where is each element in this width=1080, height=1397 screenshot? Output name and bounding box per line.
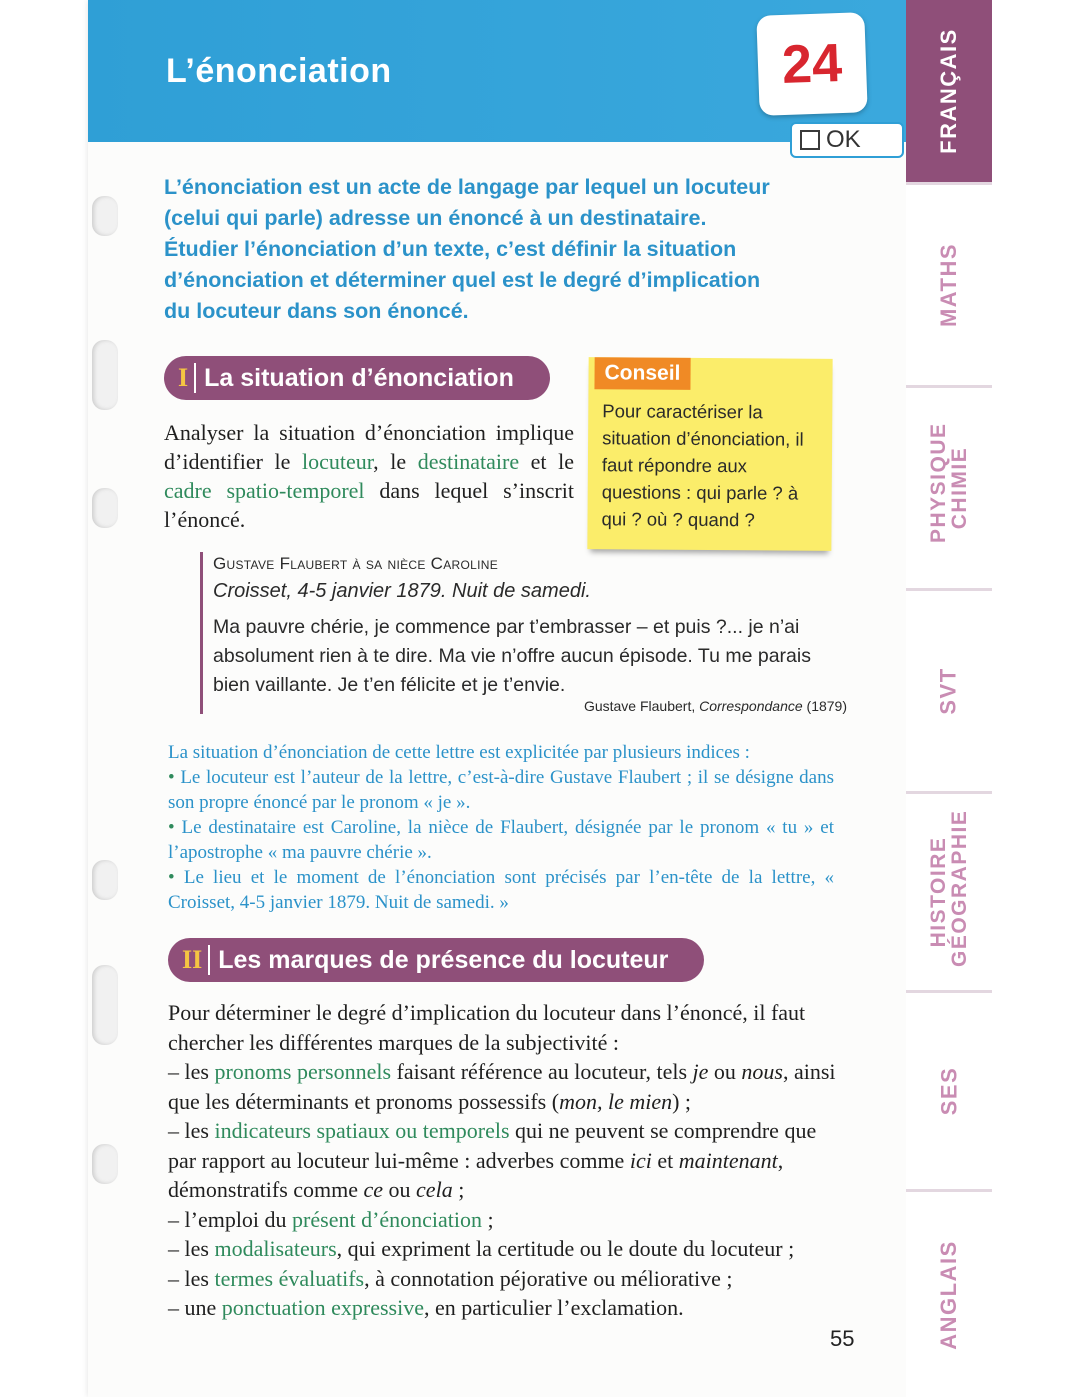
tab-label: ANGLAIS [936, 1239, 961, 1350]
explanation-bullet [168, 815, 834, 865]
keyword: pronoms personnels [214, 1059, 392, 1084]
sheet-number-badge [756, 12, 867, 116]
keyword: présent d’énonciation [292, 1206, 483, 1232]
bullet-text: Le locuteur est l’auteur de la lettre, c’est-à-dire Gustave Flaubert ; il se désigne dans son propre énoncé par le pronom « je ». [168, 767, 834, 813]
conseil-note [587, 357, 832, 551]
text: – les [168, 1265, 215, 1291]
text: ou [383, 1177, 417, 1202]
example: maintenant [678, 1147, 778, 1173]
tab-maths[interactable] [906, 185, 992, 388]
binder-hole [92, 860, 118, 900]
section-heading-2 [168, 938, 704, 982]
binder-hole [92, 1144, 118, 1184]
tab-label: FRANÇAIS [936, 28, 962, 154]
example: ici [629, 1147, 652, 1173]
keyword: indicateurs spatiaux ou temporels [214, 1118, 510, 1143]
intro-line: du locuteur dans son énoncé. [164, 299, 469, 323]
tab-label-text: PHYSIQUE CHIMIE [927, 422, 971, 543]
text: et le [519, 449, 574, 474]
keyword: cadre spatio-temporel [164, 478, 365, 503]
text: ; [482, 1206, 494, 1232]
conseil-text: Pour caractériser la situation d’énonciation, il faut répondre aux questions : qui parle ? à qui ? où ? quand ? [601, 400, 804, 531]
tab-svt[interactable] [906, 591, 992, 794]
section2-paragraph [168, 998, 836, 1323]
letter-heading: Gustave Flaubert à sa nièce Caroline [213, 554, 499, 573]
section-title: Les marques de présence du locuteur [218, 945, 669, 974]
tab-anglais[interactable] [906, 1192, 992, 1397]
intro-paragraph [164, 172, 844, 327]
subject-tabs [906, 0, 996, 1397]
tab-label: SVT [935, 667, 961, 715]
text: qui ne peuvent se comprendre que par rapport au locuteur lui-même : adverbes comme [168, 1118, 817, 1173]
page-title: L’énonciation [166, 52, 392, 90]
explanation-bullet [168, 765, 834, 815]
tab-histoire-geographie[interactable] [906, 794, 992, 993]
section-heading-1 [164, 356, 550, 400]
text: – les [168, 1059, 215, 1084]
explanation-bullet [168, 865, 834, 915]
marker-item [168, 1293, 836, 1323]
section2-intro: Pour déterminer le degré d’implication du locuteur dans l’énoncé, il faut chercher les différentes marques de la subjectivité : [168, 1000, 806, 1055]
conseil-tag: Conseil [594, 357, 690, 390]
text: ) ; [672, 1088, 692, 1114]
source-author: Gustave Flaubert, [583, 698, 700, 714]
intro-line: Étudier l’énonciation d’un texte, c’est définir la situation [164, 237, 737, 261]
intro-line: (celui qui parle) adresse un énoncé à un destinataire. [164, 206, 707, 230]
source-work: Correspondance [699, 698, 803, 714]
keyword: modalisateurs [214, 1236, 337, 1261]
marker-item [168, 1264, 836, 1294]
quoted-letter [200, 552, 849, 714]
letter-source [213, 698, 849, 714]
section-number: II [168, 945, 210, 975]
example: ce [363, 1177, 384, 1202]
binder-hole [92, 340, 118, 410]
example: cela [416, 1177, 453, 1202]
example: mon, le mien [559, 1088, 673, 1114]
tab-label [927, 422, 971, 543]
explanation-block [168, 740, 834, 915]
source-year: (1879) [802, 698, 847, 714]
text: – les [168, 1118, 215, 1143]
text: Analyser la situation d’énonciation implique d’identifier le [164, 420, 574, 474]
page-number: 55 [830, 1326, 855, 1351]
tab-physique-chimie[interactable] [906, 388, 992, 591]
text: ou [708, 1059, 742, 1084]
text: – une [168, 1295, 222, 1320]
text: ; [452, 1177, 465, 1202]
explanation-intro: La situation d’énonciation de cette lettre est explicitée par plusieurs indices : [168, 742, 750, 763]
text: – l’emploi du [168, 1206, 293, 1232]
text: dans lequel s’inscrit l’énoncé. [164, 478, 574, 532]
text: , à connotation péjorative ou méliorative ; [364, 1265, 733, 1291]
binder-hole [92, 196, 118, 236]
letter-date: Croisset, 4-5 janvier 1879. Nuit de samedi. [213, 580, 591, 602]
marker-item [168, 1205, 836, 1235]
bullet-icon: • [168, 817, 175, 838]
text: – les [168, 1236, 215, 1261]
text: , qui expriment la certitude ou le doute du locuteur ; [336, 1236, 795, 1261]
example: nous [741, 1059, 783, 1084]
letter-body: Ma pauvre chérie, je commence par t’embrasser – et puis ?... je n’ai absolument rien à te dire. Ma vie n’offre aucun épisode. Tu me parais bien vaillante. Je t’en félicite et je t’envie. [213, 616, 811, 696]
text: , en particulier l’exclamation. [424, 1295, 684, 1320]
checkbox-square-icon[interactable] [800, 130, 820, 150]
marker-item [168, 1116, 836, 1205]
bullet-text: Le destinataire est Caroline, la nièce de Flaubert, désignée par le pronom « tu » et l’apostrophe « ma pauvre chérie ». [168, 817, 834, 863]
keyword: termes évaluatifs [214, 1265, 365, 1291]
example: je [692, 1059, 709, 1084]
tab-label: MATHS [936, 242, 961, 328]
text: faisant référence au locuteur, tels [391, 1059, 693, 1084]
tab-label: SES [936, 1066, 961, 1116]
tab-ses[interactable] [906, 993, 992, 1192]
text: , le [373, 449, 418, 474]
marker-item [168, 1234, 836, 1264]
tab-francais[interactable] [906, 0, 992, 185]
section-title: La situation d’énonciation [204, 363, 514, 392]
tab-label-text: HISTOIRE GÉOGRAPHIE [927, 809, 971, 967]
ok-label: OK [826, 126, 861, 153]
bullet-icon: • [168, 767, 175, 788]
tab-label [927, 809, 971, 967]
binder-hole [92, 488, 118, 528]
bullet-text: Le lieu et le moment de l’énonciation sont précisés par l’en-tête de la lettre, « Croisset, 4-5 janvier 1879. Nuit de samedi. » [168, 867, 835, 913]
intro-line: d’énonciation et déterminer quel est le degré d’implication [164, 268, 761, 292]
text: et [651, 1147, 679, 1173]
section1-paragraph [164, 418, 574, 534]
binder-hole [92, 965, 118, 1045]
text: , démonstratifs comme [168, 1147, 784, 1202]
section-number: I [164, 363, 196, 393]
sheet-number: 24 [780, 32, 844, 96]
keyword: ponctuation expressive [221, 1295, 424, 1320]
keyword: destinataire [417, 449, 520, 474]
ok-checkbox[interactable] [790, 122, 904, 158]
marker-item [168, 1057, 836, 1116]
intro-line: L’énonciation est un acte de langage par lequel un locuteur [164, 175, 770, 199]
text: , ainsi que les déterminants et pronoms possessifs ( [168, 1059, 836, 1114]
keyword: locuteur [301, 449, 374, 474]
bullet-icon: • [168, 867, 175, 888]
